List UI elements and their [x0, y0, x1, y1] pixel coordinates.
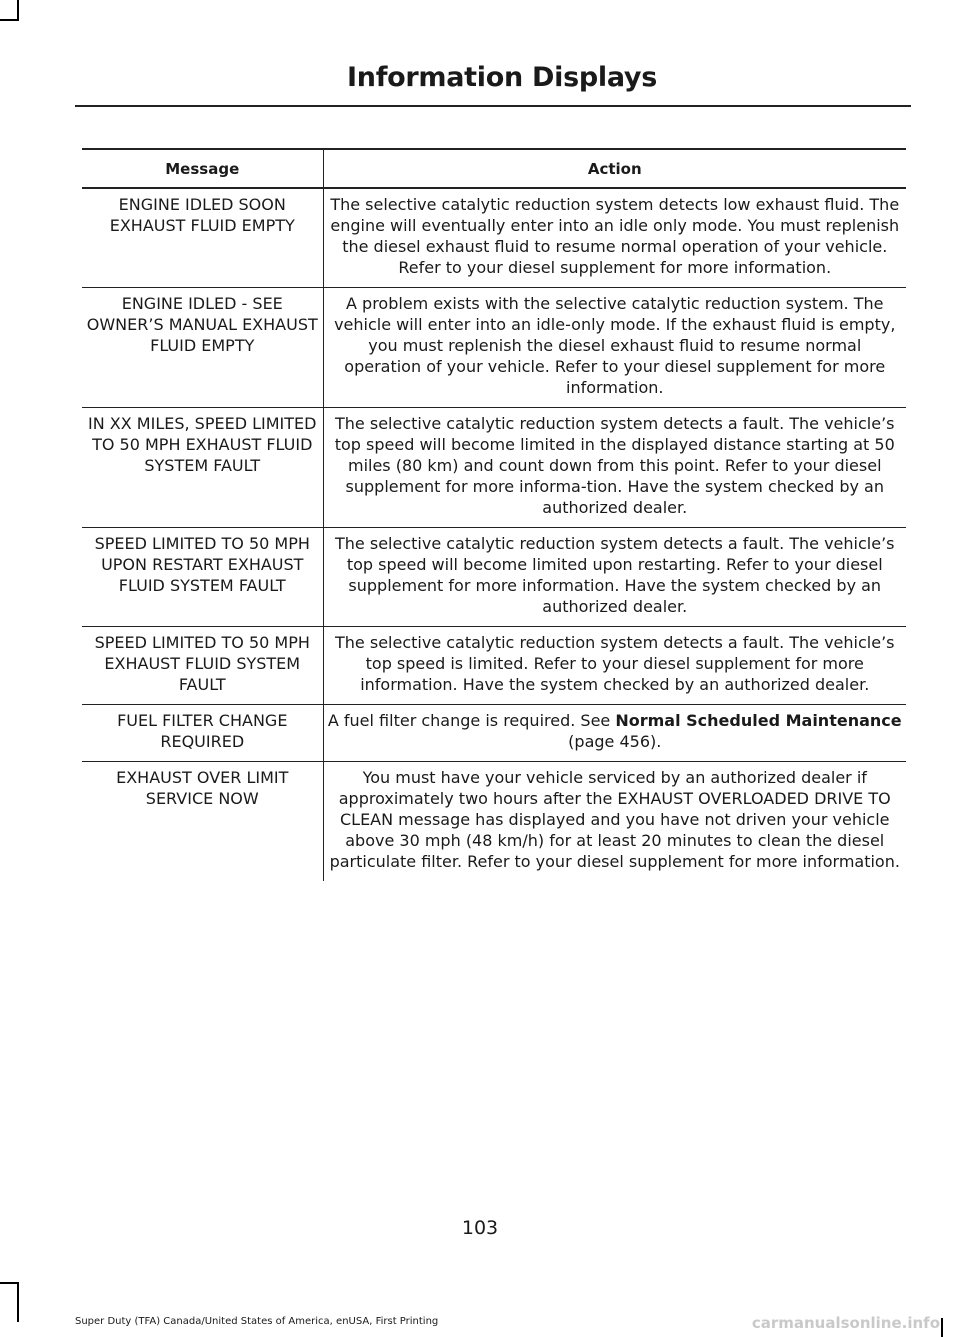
action-cell — [323, 705, 906, 762]
action-cell: The selective catalytic reduction system detects a fault. The vehicle’s top speed will become limited upon restarting. Refer to your diesel supplement for more information. Have the system checked by an authorized dealer. — [323, 528, 906, 627]
footer-text: Super Duty (TFA) Canada/United States of America, enUSA, First Printing — [75, 1316, 439, 1327]
message-cell: SPEED LIMITED TO 50 MPH EXHAUST FLUID SYSTEM FAULT — [82, 627, 323, 705]
page-title: Information Displays — [347, 62, 657, 93]
table-row — [82, 408, 906, 528]
crop-mark — [17, 1282, 19, 1322]
crop-mark — [17, 0, 19, 20]
message-table — [82, 148, 906, 881]
action-cell: The selective catalytic reduction system detects a fault. The vehicle’s top speed is limited. Refer to your diesel supplement for more information. Have the system checked by an authorized dealer. — [323, 627, 906, 705]
table-row — [82, 762, 906, 882]
message-cell: IN XX MILES, SPEED LIMITED TO 50 MPH EXHAUST FLUID SYSTEM FAULT — [82, 408, 323, 528]
crop-mark — [0, 19, 19, 21]
action-cell: You must have your vehicle serviced by an authorized dealer if approximately two hours after the EXHAUST OVERLOADED DRIVE TO CLEAN message has displayed and you have not driven your vehicle above 30 mph (48 km/h) for at least 20 minutes to clean the diesel particulate filter. Refer to your diesel supplement for more information. — [323, 762, 906, 882]
action-cell: The selective catalytic reduction system detects low exhaust fluid. The engine will eventually enter into an idle only mode. You must replenish the diesel exhaust fluid to resume normal operation of your vehicle. Refer to your diesel supplement for more information. — [323, 188, 906, 288]
table-row — [82, 188, 906, 288]
table-row — [82, 528, 906, 627]
column-header-message: Message — [82, 149, 323, 188]
crop-mark — [941, 1318, 943, 1337]
table-row — [82, 627, 906, 705]
message-cell: EXHAUST OVER LIMIT SERVICE NOW — [116, 768, 289, 808]
action-cell: The selective catalytic reduction system detects a fault. The vehicle’s top speed will become limited in the displayed distance starting at 50 miles (80 km) and count down from this point. Refer to your diesel supplement for more informa-tion. Have the system checked by an authorized dealer. — [323, 408, 906, 528]
column-header-action: Action — [323, 149, 906, 188]
message-cell: ENGINE IDLED SOON EXHAUST FLUID EMPTY — [82, 188, 323, 288]
message-cell: SPEED LIMITED TO 50 MPH UPON RESTART EXHAUST FLUID SYSTEM FAULT — [82, 528, 323, 627]
header-divider — [75, 105, 911, 107]
page-number: 103 — [461, 1217, 499, 1239]
page-reference: (page 456). — [568, 732, 662, 751]
message-cell: FUEL FILTER CHANGE REQUIRED — [82, 705, 323, 762]
table-header-row — [82, 149, 906, 188]
action-text: A fuel filter change is required. See — [327, 711, 616, 730]
action-cell: A problem exists with the selective catalytic reduction system. The vehicle will enter into an idle-only mode. If the exhaust fluid is empty, you must replenish the diesel exhaust fluid to resume normal operation of your vehicle. Refer to your diesel supplement for more information. — [323, 288, 906, 408]
table-row — [82, 705, 906, 762]
watermark: carmanualsonline.info — [751, 1314, 940, 1332]
crop-mark — [0, 1282, 19, 1284]
message-cell: ENGINE IDLED - SEE OWNER’S MANUAL EXHAUST FLUID EMPTY — [82, 288, 323, 408]
table-row — [82, 288, 906, 408]
cross-reference-link[interactable]: Normal Scheduled Maintenance — [615, 711, 902, 730]
